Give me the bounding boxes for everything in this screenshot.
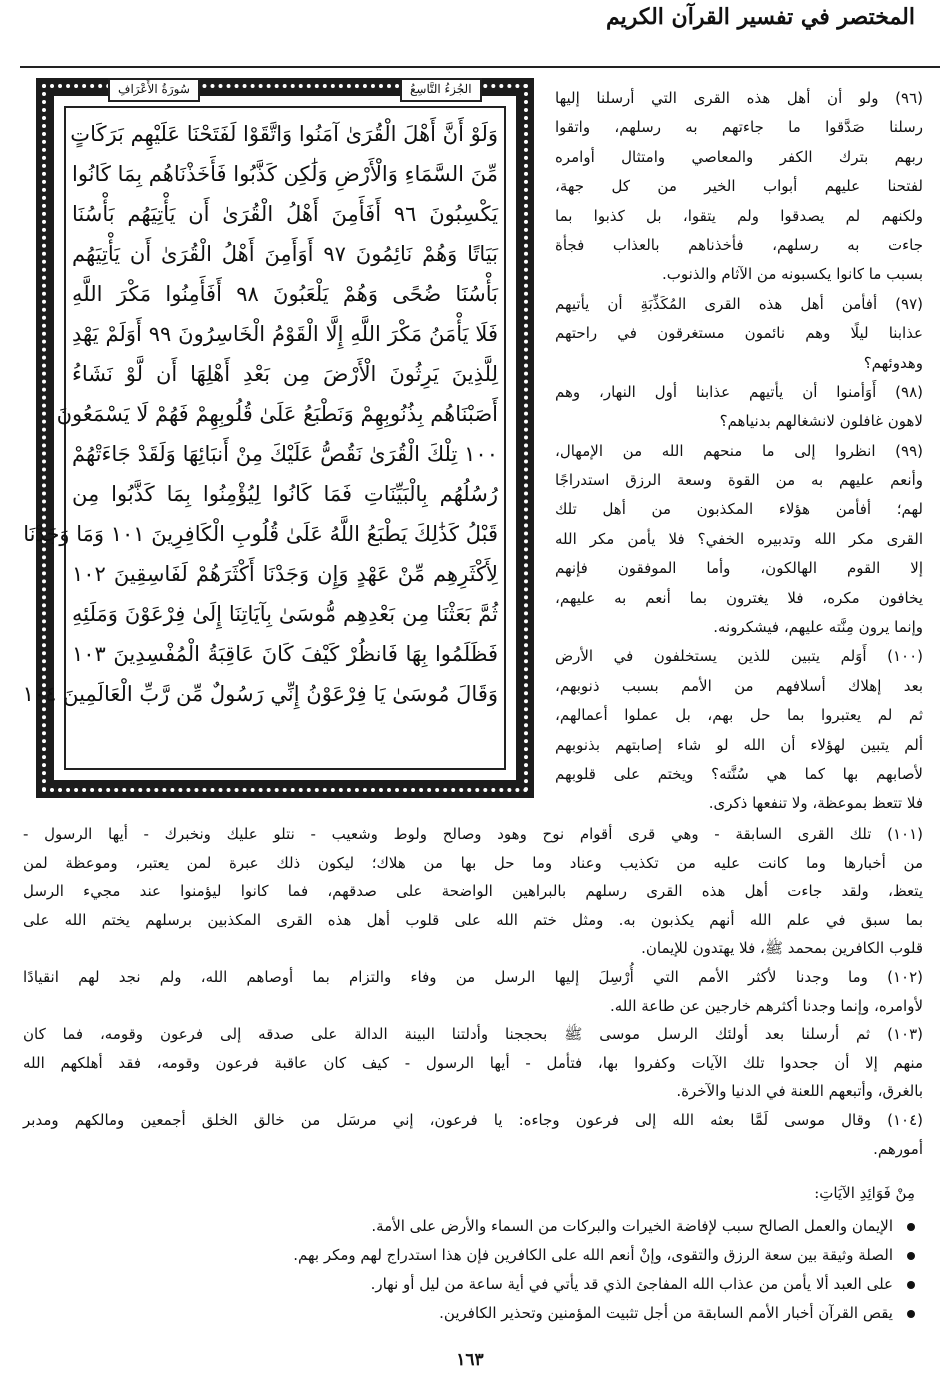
text-line: (٩٦) ولو أن أهل هذه القرى التي أرسلنا إليها	[555, 89, 923, 107]
text-line: ألم يتبين لهؤلاء أن الله لو شاء إصابتهم بذنوبهم	[555, 735, 923, 754]
surah-label: سُورَةُ الأَعْرَافِ	[108, 78, 200, 102]
text-line: ربهم بترك الكفر والمعاصي وامتثال أوامره	[555, 147, 923, 166]
text-line: يَكْسِبُونَ ٩٦ أَفَأَمِنَ أَهْلُ الْقُرَىٰ أَن يَأْتِيَهُم بَأْسُنَا	[72, 202, 498, 226]
text-line: لِلَّذِينَ يَرِثُونَ الْأَرْضَ مِن بَعْدِ أَهْلِهَا أَن لَّوْ نَشَاءُ	[72, 362, 498, 386]
tafsir-full-width	[23, 820, 923, 1163]
fawaid-item-text: يقص القرآن أخبار الأمم السابقة من أجل تثبيت المؤمنين وتحذير الكافرين.	[439, 1304, 893, 1322]
fawaid-item	[115, 1270, 915, 1298]
text-line: وَلَوْ أَنَّ أَهْلَ الْقُرَىٰ آمَنُوا وَاتَّقَوْا لَفَتَحْنَا عَلَيْهِم بَرَكَاتٍ	[70, 122, 498, 146]
book-title: المختصر في تفسير القرآن الكريم	[606, 4, 915, 30]
text-line: (١٠٣) ثم أرسلنا بعد أولئك الرسل موسى ﷺ بحججنا وأدلتنا البينة الدالة على صدقه إلى فرعون وقومه، فما كان	[23, 1025, 923, 1044]
text-line: لأصابهم بها كما هي سُنَّته؟ ويختم على قلوبهم	[555, 764, 923, 783]
text-line: بعد إهلاك أسلافهم من الأمم بسبب ذنوبهم،	[555, 676, 923, 695]
text-line: أمورهم.	[873, 1139, 923, 1158]
text-line: ولكنهم لم يصدقوا ولم يتقوا، بل كذبوا بما	[555, 206, 923, 225]
text-line: إلا القوم الهالكون، وأما الموفقون فإنهم	[555, 559, 923, 578]
text-line: (١٠٢) وما وجدنا لأكثر الأمم التي أُرْسِلَ إليها الرسل من وفاء والتزام بما أوصاهم الله، ولم نجد لهم انقيادًا	[23, 967, 923, 986]
text-line: من أخبارها وما كانت عليه من تكذيب وعناد وما حل بها من هلاك؛ ليكون ذلك عبرة لمن يعتبر، وموعظة لمن	[23, 853, 923, 872]
tafsir-column	[555, 84, 923, 819]
text-line: جاءت به رسلهم، فأخذناهم بالعذاب فجأة	[555, 235, 923, 254]
header-rule	[20, 66, 940, 68]
text-line: بَأْسُنَا ضُحًى وَهُمْ يَلْعَبُونَ ٩٨ أَفَأَمِنُوا مَكْرَ اللَّهِ	[72, 282, 498, 306]
text-line: (١٠٤) وقال موسى لَمَّا بعثه الله إلى فرعون وجاءه: يا فرعون، إني مرسَل من خالق الخلق أجمعين ومالكهم ومدبر	[23, 1110, 923, 1129]
text-line: فَلَا يَأْمَنُ مَكْرَ اللَّهِ إِلَّا الْقَوْمُ الْخَاسِرُونَ ٩٩ أَوَلَمْ يَهْدِ	[72, 322, 498, 346]
text-line: رُسُلُهُم بِالْبَيِّنَاتِ فَمَا كَانُوا لِيُؤْمِنُوا بِمَا كَذَّبُوا مِن	[72, 482, 498, 506]
text-line: منهم إلا أن جحدوا تلك الآيات وكفروا بها، فتأمل - أيها الرسول - كيف كان عاقبة فرعون وقومه، فقد أهلكهم الله	[23, 1053, 923, 1072]
text-line: ثم لم يعتبروا بما حل بهم، بل عملوا أعمالهم،	[555, 706, 923, 725]
text-line: لاهون غافلون لانشغالهم بدنياهم؟	[719, 412, 923, 431]
fawaid-item	[115, 1299, 915, 1327]
text-line: وهدوئهم؟	[863, 353, 923, 372]
fawaid-item	[115, 1212, 915, 1240]
text-line: بَيَاتًا وَهُمْ نَائِمُونَ ٩٧ أَوَأَمِنَ أَهْلُ الْقُرَىٰ أَن يَأْتِيَهُم	[72, 242, 499, 266]
mushaf-frame	[22, 78, 534, 798]
text-line: مِّنَ السَّمَاءِ وَالْأَرْضِ وَلَٰكِن كَذَّبُوا فَأَخَذْنَاهُم بِمَا كَانُوا	[72, 162, 498, 186]
text-line: (١٠٠) أَوَلم يتبين للذين يستخلفون في الأرض	[555, 647, 923, 666]
text-line: يخافون مكره، فلا يغترون بما أنعم به عليهم،	[555, 588, 923, 607]
text-line: لفتحنا عليهم أبواب الخير من كل جهة،	[555, 177, 923, 196]
text-line: (٩٩) انظروا إلى ما منحهم الله من الإمهال،	[555, 441, 923, 460]
text-line: فلا تتعظ بموعظة، ولا تنفعها ذكرى.	[708, 794, 923, 813]
text-line: عذابنا ليلًا وهم نائمون مستغرقون في راحتهم	[555, 324, 923, 343]
text-line: قلوب الكافرين بمحمد ﷺ، فلا يهتدون للإيمان.	[641, 939, 923, 958]
text-line: (٩٧) أفأمن أهل هذه القرى المُكَذِّبَةِ أن يأتيهم	[555, 294, 923, 313]
text-line: ثُمَّ بَعَثْنَا مِن بَعْدِهِم مُّوسَىٰ بِآيَاتِنَا إِلَىٰ فِرْعَوْنَ وَمَلَئِهِ	[72, 602, 498, 626]
text-line: لهم؛ أفأمن هؤلاء المكذبون من أهل تلك	[555, 500, 923, 519]
text-line: قَبْلُ كَذَٰلِكَ يَطْبَعُ اللَّهُ عَلَىٰ قُلُوبِ الْكَافِرِينَ ١٠١ وَمَا وَجَدْنَا	[23, 522, 498, 546]
fawaid-heading: مِنْ فَوَائِدِ الآيَاتِ:	[814, 1184, 915, 1202]
text-line: بما سبق في علم الله أنهم يكذبون به. ومثل ختم الله على قلوب أهل هذه القرى المكذبين برسلهم يختم الله على	[23, 910, 923, 929]
text-line: وإنما يرون مِنَّته عليهم، فيشكرونه.	[713, 618, 923, 637]
text-line: لِأَكْثَرِهِم مِّنْ عَهْدٍ وَإِن وَجَدْنَا أَكْثَرَهُمْ لَفَاسِقِينَ ١٠٢	[72, 562, 498, 586]
text-line: يتعظ، ولقد جاءت أهل هذه القرى رسلهم بالبراهين الواضحة على صدقهم، فما كانوا ليؤمنوا عند مجيء الرسل	[23, 882, 923, 901]
text-line: بالغرق، وأتبعهم اللعنة في الدنيا والآخرة.	[676, 1082, 923, 1101]
text-line: أَصَبْنَاهُم بِذُنُوبِهِمْ وَنَطْبَعُ عَلَىٰ قُلُوبِهِمْ فَهُمْ لَا يَسْمَعُونَ	[56, 402, 498, 426]
text-line: وأنعم عليهم به من القوة وسعة الرزق استدراجًا	[555, 471, 923, 490]
text-line: وَقَالَ مُوسَىٰ يَا فِرْعَوْنُ إِنِّي رَسُولٌ مِّن رَّبِّ الْعَالَمِينَ ١٠٤	[22, 682, 498, 706]
fawaid-item	[115, 1241, 915, 1269]
bullet-icon	[907, 1223, 915, 1231]
text-line: بسبب ما كانوا يكسبونه من الآثام والذنوب.	[661, 265, 923, 284]
mushaf-text	[22, 114, 499, 714]
text-line: لأوامره، وإنما وجدنا أكثرهم خارجين عن طاعة الله.	[609, 996, 923, 1015]
page-number: ١٦٣	[456, 1350, 484, 1370]
bullet-icon	[907, 1252, 915, 1260]
fawaid-item-text: الصلة وثيقة بين سعة الرزق والتقوى، وإنْ أنعم الله على الكافرين فإن هذا استدراج لهم ومكر بهم.	[293, 1246, 893, 1264]
bullet-icon	[907, 1310, 915, 1318]
fawaid-item-text: الإيمان والعمل الصالح سبب لإفاضة الخيرات والبركات من السماء والأرض على الأمة.	[371, 1217, 893, 1235]
text-line: فَظَلَمُوا بِهَا فَانظُرْ كَيْفَ كَانَ عَاقِبَةُ الْمُفْسِدِينَ ١٠٣	[72, 642, 498, 666]
juz-label: الجُزءُ التَّاسِعُ	[400, 78, 482, 102]
text-line: (١٠١) تلك القرى السابقة - وهي قرى أقوام نوح وهود وصالح ولوط وشعيب - نتلو عليك ونخبرك - أيها الرسول -	[23, 825, 923, 843]
fawaid-item-text: على العبد ألا يأمن من عذاب الله المفاجئ الذي قد يأتي في أية ساعة من ليل أو نهار.	[370, 1275, 893, 1293]
text-line: رسلنا صَدَّقوا ما جاءتهم به رسلهم، واتقوا	[555, 118, 923, 137]
text-line: ١٠٠ تِلْكَ الْقُرَىٰ نَقُصُّ عَلَيْكَ مِنْ أَنبَائِهَا وَلَقَدْ جَاءَتْهُمْ	[72, 442, 498, 466]
text-line: القرى مكر الله وتدبيره الخفي؟ فلا يأمن مكر الله	[555, 529, 923, 548]
bullet-icon	[907, 1281, 915, 1289]
text-line: (٩٨) أَوَأمنوا أن يأتيهم عذابنا أول النهار، وهم	[555, 382, 923, 401]
